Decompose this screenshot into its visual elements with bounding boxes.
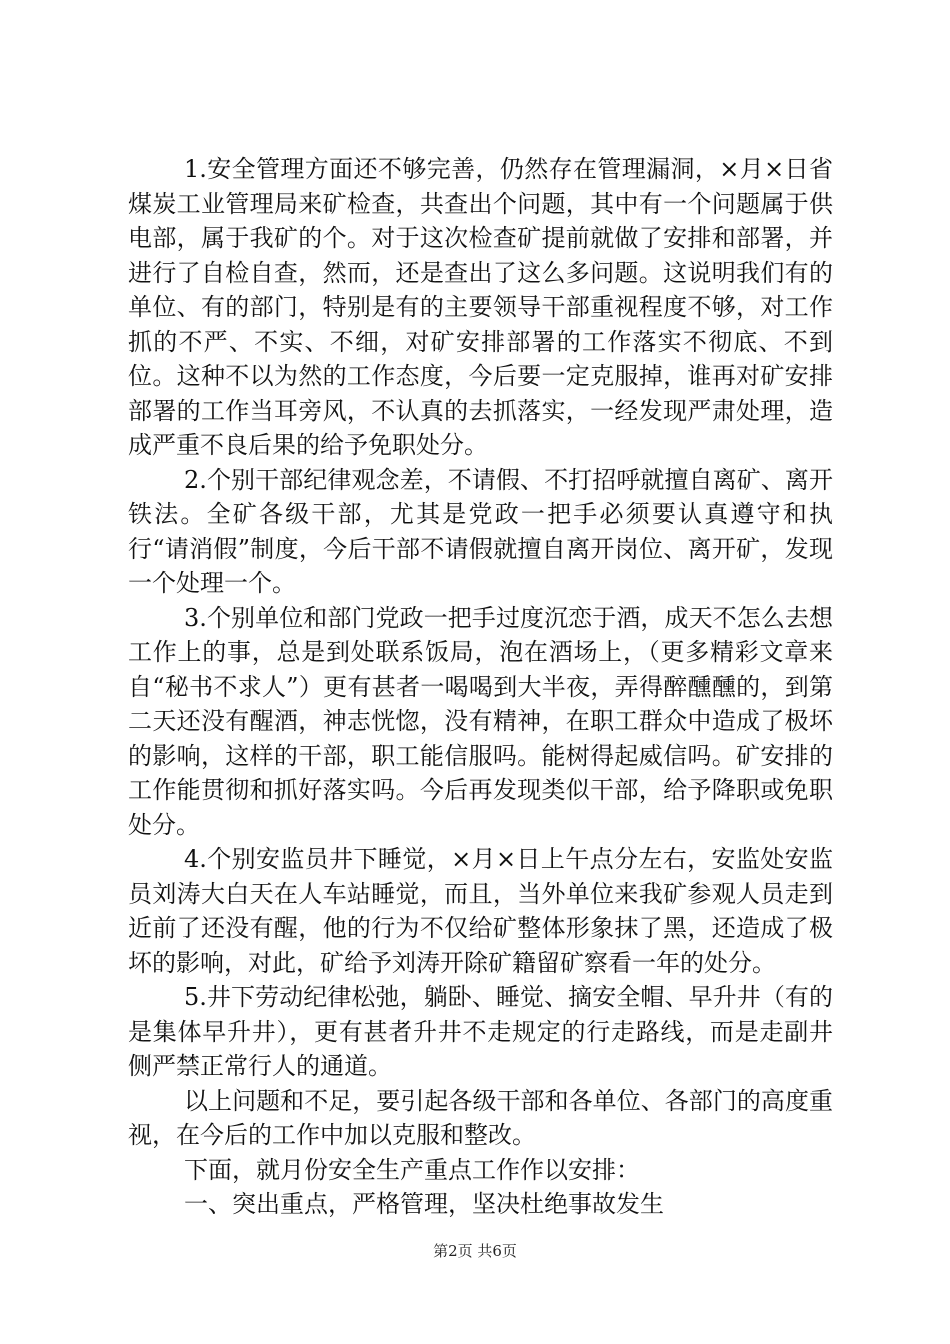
section-heading: 一、突出重点，严格管理，坚决杜绝事故发生 bbox=[184, 1190, 664, 1218]
paragraph-7: 下面，就月份安全生产重点工作作以安排： bbox=[184, 1155, 640, 1184]
paragraph-4: 4.个别安监员井下睡觉，×月×日上午点分左右，安监处安监员刘涛大白天在人车站睡觉，而且，当外单位来我矿参观人员走到近前了还没有醒，他的行为不仅给矿整体形象抹了黑，还造成了极坏的影响，对此，矿给予刘涛开除矿籍留矿察看一年的处分。 bbox=[128, 845, 833, 977]
paragraph-5: 5.井下劳动纪律松弛，躺卧、睡觉、摘安全帽、早升井（有的是集体早升井），更有甚者升井不走规定的行走路线，而是走副井侧严禁正常行人的通道。 bbox=[128, 983, 833, 1080]
paragraph-2: 2.个别干部纪律观念差，不请假、不打招呼就擅自离矿、离开铁法。全矿各级干部，尤其是党政一把手必须要认真遵守和执行“请消假”制度，今后干部不请假就擅自离开岗位、离开矿，发现一个处理一个。 bbox=[128, 465, 833, 597]
page-number-footer: 第2页 共6页 bbox=[433, 1242, 517, 1260]
paragraph-1: 1.安全管理方面还不够完善，仍然存在管理漏洞，×月×日省煤炭工业管理局来矿检查，共查出个问题，其中有一个问题属于供电部，属于我矿的个。对于这次检查矿提前就做了安排和部署，并进行了自检自查，然而，还是查出了这么多问题。这说明我们有的单位、有的部门，特别是有的主要领导干部重视程度不够，对工作抓的不严、不实、不细，对矿安排部署的工作落实不彻底、不到位。这种不以为然的工作态度，今后要一定克服掉，谁再对矿安排部署的工作当耳旁风，不认真的去抓落实，一经发现严肃处理，造成严重不良后果的给予免职处分。 bbox=[128, 155, 833, 459]
body-text bbox=[128, 152, 833, 1222]
paragraph-6: 以上问题和不足，要引起各级干部和各单位、各部门的高度重视，在今后的工作中加以克服和整改。 bbox=[128, 1086, 833, 1149]
paragraph-3: 3.个别单位和部门党政一把手过度沉恋于酒，成天不怎么去想工作上的事，总是到处联系饭局，泡在酒场上，（更多精彩文章来自“秘书不求人”）更有甚者一喝喝到大半夜，弄得醉醺醺的，到第二天还没有醒酒，神志恍惚，没有精神，在职工群众中造成了极坏的影响，这样的干部，职工能信服吗。能树得起威信吗。矿安排的工作能贯彻和抓好落实吗。今后再发现类似干部，给予降职或免职处分。 bbox=[128, 603, 833, 839]
